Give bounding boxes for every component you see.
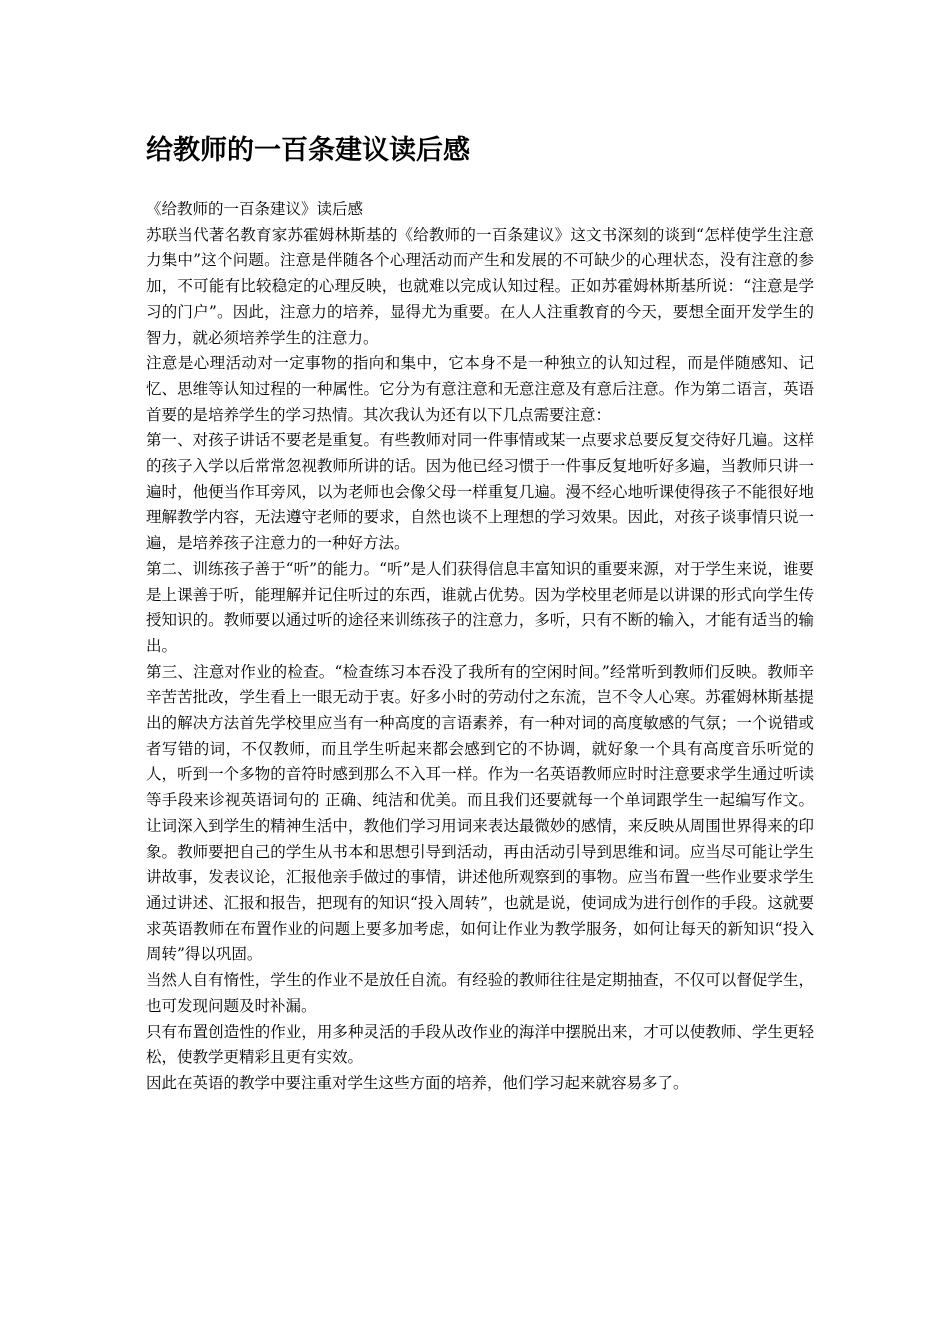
creative-homework-paragraph: 只有布置创造性的作业，用多种灵活的手段从改作业的海洋中摆脱出来，才可以使教师、学生更轻松，使教学更精彩且更有实效。 xyxy=(146,1022,814,1067)
inertia-paragraph: 当然人自有惰性，学生的作业不是放任自流。有经验的教师往往是定期抽查，不仅可以督促学生，也可发现问题及时补漏。 xyxy=(146,971,814,1015)
point-two-paragraph: 第二、训练孩子善于“听”的能力。“听”是人们获得信息丰富知识的重要来源，对于学生来说，谁要是上课善于听，能理解并记住听过的东西，谁就占优势。因为学校里老师是以讲课的形式向学生传授知识的。教师要以通过听的途径来训练孩子的注意力，多听，只有不断的输入，才能有适当的输出。 xyxy=(146,559,814,655)
conclusion-paragraph: 因此在英语的教学中要注重对学生这些方面的培养，他们学习起来就容易多了。 xyxy=(146,1073,689,1092)
point-one-paragraph: 第一、对孩子讲话不要老是重复。有些教师对同一件事情或某一点要求总要反复交待好几遍。这样的孩子入学以后常常忽视教师所讲的话。因为他已经习惯于一件事反复地听好多遍，当教师只讲一遍时，他便当作耳旁风，以为老师也会像父母一样重复几遍。漫不经心地听课使得孩子不能很好地理解教学内容，无法遵守老师的要求，自然也谈不上理想的学习效果。因此，对孩子谈事情只说一遍，是培养孩子注意力的一种好方法。 xyxy=(146,431,814,553)
point-three-paragraph: 第三、注意对作业的检查。“检查练习本吞没了我所有的空闲时间。”经常听到教师们反映。教师辛辛苦苦批改，学生看上一眼无动于衷。好多小时的劳动付之东流，岂不令人心寒。苏霍姆林斯基提出的解决方法首先学校里应当有一种高度的言语素养，有一种对词的高度敏感的气氛；一个说错或者写错的词，不仅教师，而且学生听起来都会感到它的不协调，就好象一个具有高度音乐听觉的人，听到一个多物的音符时感到那么不入耳一样。作为一名英语教师应时时注意要求学生通过听读等手段来诊视英语词句的 正确、纯洁和优美。而且我们还要就每一个单词跟学生一起编写作文。让词深入到学生的精神生活中，教他们学习用词来表达最微妙的感情，来反映从周围世界得来的印象。教师要把自己的学生从书本和思想引导到活动，再由活动引导到思维和词。应当尽可能让学生讲故事，发表议论，汇报他亲手做过的事情，讲述他所观察到的事物。应当布置一些作业要求学生通过讲述、汇报和报告，把现有的知识“投入周转”，也就是说，使词成为进行创作的手段。这就要求英语教师在布置作业的问题上要多加考虑，如何让作业为教学服务，如何让每天的新知识“投入周转”得以巩固。 xyxy=(146,662,814,964)
document-title: 给教师的一百条建议读后感 xyxy=(146,135,470,166)
subtitle-paragraph: 《给教师的一百条建议》读后感 xyxy=(146,200,364,218)
document-body xyxy=(146,197,814,1097)
attention-definition-paragraph: 注意是心理活动对一定事物的指向和集中，它本身不是一种独立的认知过程，而是伴随感知、记忆、思维等认知过程的一种属性。它分为有意注意和无意注意及有意后注意。作为第二语言，英语首要的是培养学生的学习热情。其次我认为还有以下几点需要注意： xyxy=(146,354,814,424)
intro-paragraph: 苏联当代著名教育家苏霍姆林斯基的《给教师的一百条建议》这文书深刻的谈到“怎样使学生注意力集中”这个问题。注意是伴随各个心理活动而产生和发展的不可缺少的心理状态，没有注意的参加，不可能有比较稳定的心理反映，也就难以完成认知过程。正如苏霍姆林斯基所说：“注意是学习的门户”。因此，注意力的培养，显得尤为重要。在人人注重教育的今天，要想全面开发学生的智力，就必须培养学生的注意力。 xyxy=(146,225,814,347)
